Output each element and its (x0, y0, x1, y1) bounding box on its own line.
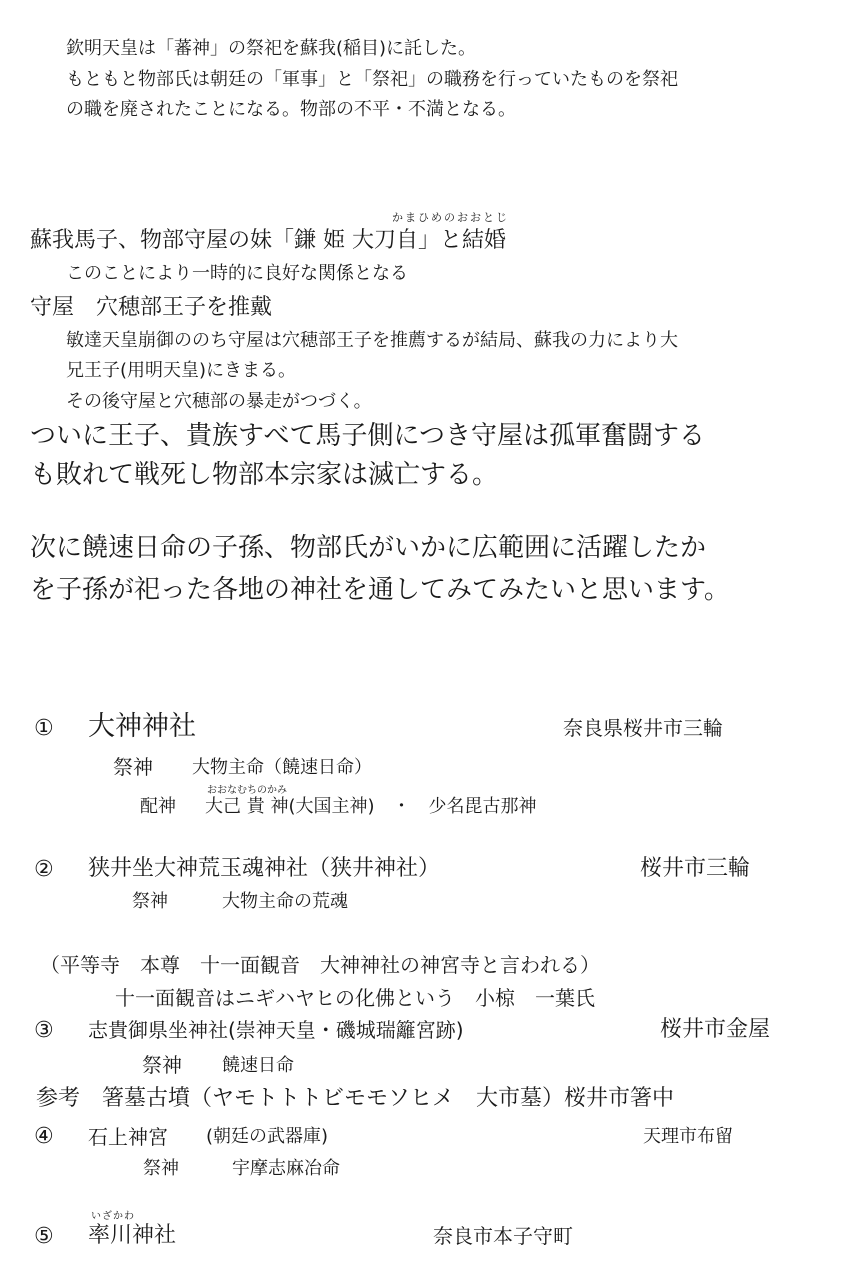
shrine-1-deity: 大物主命（饒速日命） (192, 757, 372, 778)
shrine-1-location: 奈良県桜井市三輪 (563, 716, 723, 740)
intro-line-3: の職を廃されたことになる。物部の不平・不満となる。 (66, 99, 516, 120)
intro-line-2: もともと物部氏は朝廷の「軍事」と「祭祀」の職務を行っていたものを祭祀 (66, 69, 678, 90)
shrine-4-number: ④ (34, 1124, 54, 1149)
shrine-5-number: ⑤ (34, 1224, 54, 1249)
shrine-1-sub-label: 配神 (140, 796, 176, 817)
shrine-4-note: (朝廷の武器庫) (206, 1126, 329, 1147)
support-heading: 守屋 穴穂部王子を推戴 (30, 295, 273, 320)
defeat-line-1: ついに王子、貴族すべて馬子側につき守屋は孤軍奮闘する (30, 421, 705, 451)
intro-line-1: 欽明天皇は「蕃神」の祭祀を蘇我(稲目)に託した。 (66, 38, 477, 59)
shrine-4-deity-label: 祭神 (143, 1158, 179, 1179)
defeat-line-2: も敗れて戦死し物部本宗家は滅亡する。 (30, 460, 499, 490)
shrine-3-number: ③ (34, 1018, 54, 1043)
temple-line-1: （平等寺 本尊 十一面観音 大神神社の神宮寺と言われる） (40, 953, 600, 977)
next-line-2: を子孫が祀った各地の神社を通してみてみたいと思います。 (30, 575, 730, 605)
shrine-1-number: ① (34, 716, 54, 741)
marriage-ruby: かまひめのおおとじ (392, 211, 509, 224)
shrine-3-name: 志貴御県坐神社(崇神天皇・磯城瑞籬宮跡) (88, 1018, 464, 1042)
shrine-4-name: 石上神宮 (88, 1125, 168, 1149)
shrine-1-sub-ruby: おおなむちのかみ (207, 785, 287, 796)
shrine-2-number: ② (34, 857, 54, 882)
marriage-note: このことにより一時的に良好な関係となる (66, 263, 408, 284)
shrine-1-sub-deity: 大己 貴 神(大国主神) ・ 少名毘古那神 (205, 796, 537, 817)
shrine-4-location: 天理市布留 (643, 1126, 733, 1147)
support-line-2: 兄王子(用明天皇)にきまる。 (66, 360, 297, 381)
shrine-2-location: 桜井市三輪 (640, 856, 751, 881)
shrine-5-location: 奈良市本子守町 (433, 1224, 573, 1248)
shrine-1-name: 大神神社 (88, 711, 196, 742)
temple-line-2: 十一面観音はニギハヤヒの化佛という 小椋 一葉氏 (115, 986, 595, 1010)
shrine-3-deity: 饒速日命 (222, 1055, 294, 1076)
next-line-1: 次に饒速日命の子孫、物部氏がいかに広範囲に活躍したか (30, 533, 707, 563)
reference-line: 参考 箸墓古墳（ヤモトトトビモモソヒメ 大市墓）桜井市箸中 (36, 1086, 675, 1111)
shrine-2-name: 狭井坐大神荒玉魂神社（狭井神社） (88, 856, 441, 881)
shrine-2-deity-label: 祭神 (132, 891, 168, 912)
shrine-3-location: 桜井市金屋 (660, 1017, 771, 1042)
shrine-5-ruby: いざかわ (91, 1211, 135, 1222)
support-line-1: 敏達天皇崩御ののち守屋は穴穂部王子を推薦するが結局、蘇我の力により大 (66, 330, 678, 351)
shrine-1-deity-label: 祭神 (113, 755, 153, 779)
shrine-2-deity: 大物主命の荒魂 (222, 891, 348, 912)
marriage-heading: 蘇我馬子、物部守屋の妹「鎌 姫 大刀自」と結婚 (30, 228, 506, 253)
shrine-4-deity: 宇摩志麻冶命 (232, 1158, 340, 1179)
shrine-3-deity-label: 祭神 (142, 1053, 182, 1077)
shrine-5-name: 率川神社 (88, 1223, 177, 1248)
support-line-3: その後守屋と穴穂部の暴走がつづく。 (66, 391, 372, 412)
